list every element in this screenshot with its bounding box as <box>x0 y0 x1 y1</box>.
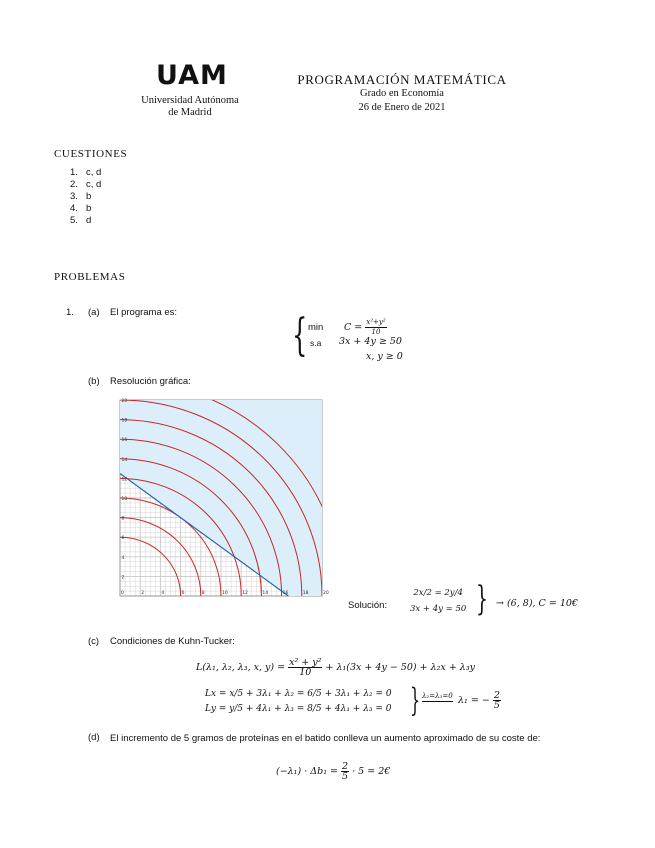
document-title: PROGRAMACIÓN MATEMÁTICA <box>297 72 507 87</box>
program-min-keyword: min <box>308 322 324 333</box>
program-sa-keyword: s.a <box>310 338 322 348</box>
lx-equation: Lx = x/5 + 3λ₁ + λ₂ = 6/5 + 3λ₁ + λ₂ = 0 <box>205 689 392 699</box>
d-formula-denominator: 5 <box>342 771 349 782</box>
cuestion-answer: c, d <box>86 167 102 178</box>
solution-label: Solución: <box>348 600 388 611</box>
program-constraint-1: 3x + 4y ≥ 50 <box>339 336 402 347</box>
d-formula <box>276 762 390 781</box>
solution-equation-1: 2x/2 = 2y/4 <box>413 588 463 598</box>
cuestion-item <box>70 215 101 227</box>
chart-y-tick-label: 6 <box>121 536 125 542</box>
lagrangian-lhs: L(λ₁, λ₂, λ₃, x, y) = <box>196 662 286 673</box>
cuestion-number: 3. <box>70 191 78 202</box>
solution-equation-2: 3x + 4y = 50 <box>410 604 467 614</box>
chart-x-tick-label: 18 <box>302 591 309 596</box>
kkt-result-numerator: 2 <box>493 690 500 701</box>
lagrangian-fraction <box>288 658 322 677</box>
chart-y-tick-label: 8 <box>121 516 125 522</box>
logo-line-1: Universidad Autónoma <box>141 95 239 106</box>
cuestiones-heading: CUESTIONES <box>54 148 128 160</box>
chart-x-tick-label: 20 <box>323 591 329 596</box>
lagrangian-numerator: x² + y² <box>289 657 322 668</box>
lagrangian-rest: + λ₁(3x + 4y − 50) + λ₂x + λ₃y <box>325 662 475 673</box>
part-d-text: El incremento de 5 gramos de proteínas en el batido conlleva un aumento aproximado de su coste de: <box>110 733 541 744</box>
chart-y-tick-label: 10 <box>121 497 128 502</box>
lagrangian-denominator: 10 <box>299 667 312 678</box>
chart-x-tick-label: 10 <box>222 591 228 596</box>
cuestion-item <box>70 179 101 191</box>
problem-number: 1. <box>66 307 74 318</box>
cuestion-number: 1. <box>70 167 78 178</box>
chart-y-tick-label: 16 <box>121 438 128 444</box>
kkt-arrow-label: λ₂=λ₃=0 <box>422 692 453 700</box>
program-objective-numerator: x²+y² <box>366 318 386 326</box>
chart-x-tick-label: 4 <box>161 591 165 596</box>
chart-x-tick-label: 2 <box>141 591 145 596</box>
graphical-solution-chart <box>110 398 329 606</box>
d-formula-lhs: (−λ₁) · Δb₁ = <box>276 766 338 777</box>
program-constraint-2: x, y ≥ 0 <box>366 351 403 362</box>
chart-x-tick-label: 12 <box>242 591 248 596</box>
d-formula-numerator: 2 <box>342 761 349 772</box>
chart-y-tick-label: 2 <box>121 575 125 581</box>
cuestion-answer: b <box>86 191 92 202</box>
cuestion-answer: c, d <box>86 179 102 190</box>
university-logo-mark: UAM <box>156 60 228 91</box>
cuestion-number: 5. <box>70 215 78 226</box>
chart-x-tick-label: 0 <box>121 591 124 596</box>
kkt-result <box>458 691 501 710</box>
problemas-heading: PROBLEMAS <box>54 271 126 283</box>
solution-result: → (6, 8), C = 10€ <box>496 598 578 609</box>
chart-x-tick-label: 14 <box>262 591 269 596</box>
part-d-label: (d) <box>88 732 100 743</box>
cuestion-item <box>70 167 101 179</box>
chart-y-tick-label: 18 <box>121 418 128 424</box>
ly-equation: Ly = y/5 + 4λ₁ + λ₃ = 8/5 + 4λ₁ + λ₃ = 0 <box>205 704 392 714</box>
cuestion-number: 2. <box>70 179 78 190</box>
program-brace: { <box>292 310 308 361</box>
cuestiones-list <box>70 167 101 227</box>
chart-x-tick-label: 6 <box>181 591 185 596</box>
chart-y-tick-label: 20 <box>121 399 128 404</box>
program-objective-fraction <box>365 318 386 337</box>
lagrangian <box>196 658 475 677</box>
university-logo-name <box>122 95 258 119</box>
part-a-text: El programa es: <box>110 307 178 318</box>
chart-y-tick-label: 12 <box>121 477 128 483</box>
solution-brace: } <box>476 579 488 619</box>
exam-date: 26 de Enero de 2021 <box>358 102 446 113</box>
d-formula-fraction <box>341 762 349 781</box>
cuestion-answer: b <box>86 203 92 214</box>
chart-y-tick-label: 14 <box>121 457 128 463</box>
chart-x-tick-label: 16 <box>282 591 289 596</box>
cuestion-number: 4. <box>70 203 78 214</box>
part-c-label: (c) <box>88 636 100 647</box>
part-a-label: (a) <box>88 307 100 318</box>
chart-y-tick-label: 4 <box>121 555 125 561</box>
part-b-label: (b) <box>88 376 100 387</box>
program-objective-denominator: 10 <box>371 328 381 336</box>
kkt-result-lhs: λ₁ = − <box>458 695 490 706</box>
cuestion-answer: d <box>86 215 92 226</box>
part-b-text: Resolución gráfica: <box>110 376 191 387</box>
kkt-result-denominator: 5 <box>493 700 500 711</box>
program-objective <box>344 318 387 337</box>
course-subtitle: Grado en Economía <box>360 88 444 99</box>
kkt-result-fraction <box>493 691 501 710</box>
cuestion-item <box>70 203 101 215</box>
solution-system <box>410 588 466 614</box>
d-formula-rhs: · 5 = 2€ <box>352 766 391 777</box>
cuestion-item <box>70 191 101 203</box>
part-c-text: Condiciones de Kuhn-Tucker: <box>110 636 235 647</box>
logo-line-2: de Madrid <box>168 107 212 118</box>
program-objective-label: C = <box>344 322 363 333</box>
chart-x-tick-label: 8 <box>201 591 205 596</box>
kkt-brace: } <box>410 681 421 719</box>
